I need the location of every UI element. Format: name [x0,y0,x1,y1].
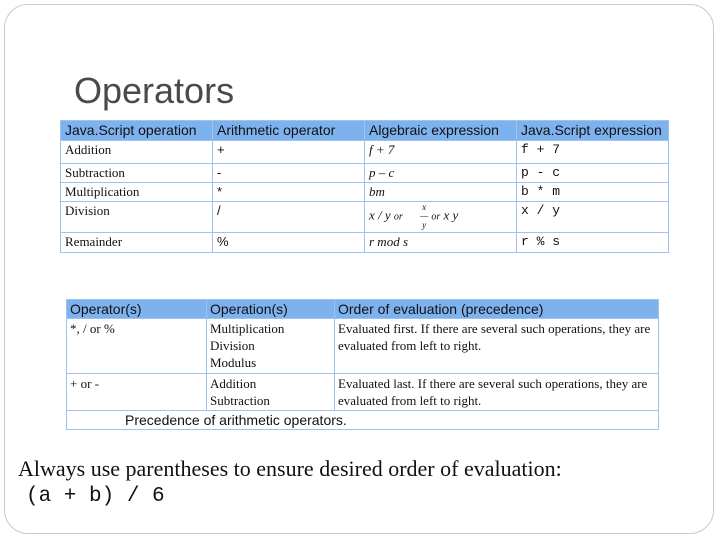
js-expression-cell: x / y [517,202,669,233]
or-word: or [431,211,441,223]
slide-title: Operators [74,70,235,111]
algebraic-cell: p – c [365,164,517,183]
caption-row [67,411,659,430]
algebraic-cell: bm [365,183,517,202]
table-caption: Precedence of arithmetic operators. [67,411,659,430]
parentheses-note: Always use parentheses to ensure desired order of evaluation: [18,456,562,481]
operation-cell: Remainder [61,233,213,253]
operators-cell: *, / or % [67,319,207,374]
or-word: or [393,211,403,223]
operation-item: Multiplication [210,321,285,336]
precedence-table [66,299,659,430]
operator-cell: % [213,233,365,253]
header-operations: Operation(s) [207,300,335,319]
operations-cell [207,374,335,411]
header-arithmetic-operator: Arithmetic operator [213,121,365,141]
operation-cell: Subtraction [61,164,213,183]
order-cell: Evaluated last. If there are several such operations, they are evaluated from left to right. [335,374,659,411]
operator-cell: * [213,183,365,202]
division-alt-expression: x y [443,207,459,223]
fraction-numerator: x [422,202,427,212]
algebraic-cell: r mod s [365,233,517,253]
operation-cell: Multiplication [61,183,213,202]
js-expression-cell: f + 7 [517,141,669,164]
table-header-row [67,300,659,319]
header-js-operation: Java.Script operation [61,121,213,141]
algebraic-cell [365,202,517,233]
header-algebraic-expression: Algebraic expression [365,121,517,141]
table-row [61,202,669,233]
operation-cell: Division [61,202,213,233]
operators-cell: + or - [67,374,207,411]
table-row [61,141,669,164]
header-operators: Operator(s) [67,300,207,319]
order-cell: Evaluated first. If there are several such operations, they are evaluated from left to right. [335,319,659,374]
table-row [61,183,669,202]
fraction: x — y [420,202,429,230]
js-expression-cell: p - c [517,164,669,183]
table-row [61,164,669,183]
operation-item: Division [210,338,255,353]
operation-item: Subtraction [210,393,270,408]
table-row [67,319,659,374]
table-header-row [61,121,669,141]
operation-item: Modulus [210,355,257,370]
code-example: (a + b) / 6 [26,485,165,508]
js-expression-cell: b * m [517,183,669,202]
header-order: Order of evaluation (precedence) [335,300,659,319]
js-expression-cell: r % s [517,233,669,253]
table-row [61,233,669,253]
operator-cell: - [213,164,365,183]
division-expression: x / y [369,207,391,223]
operations-cell [207,319,335,374]
arithmetic-operators-table [60,120,669,253]
header-js-expression: Java.Script expression [517,121,669,141]
operation-cell: Addition [61,141,213,164]
operator-cell: / [213,202,365,233]
table-row [67,374,659,411]
algebraic-cell: f + 7 [365,141,517,164]
operator-cell: + [213,141,365,164]
fraction-denominator: y [422,220,427,230]
operation-item: Addition [210,376,257,391]
